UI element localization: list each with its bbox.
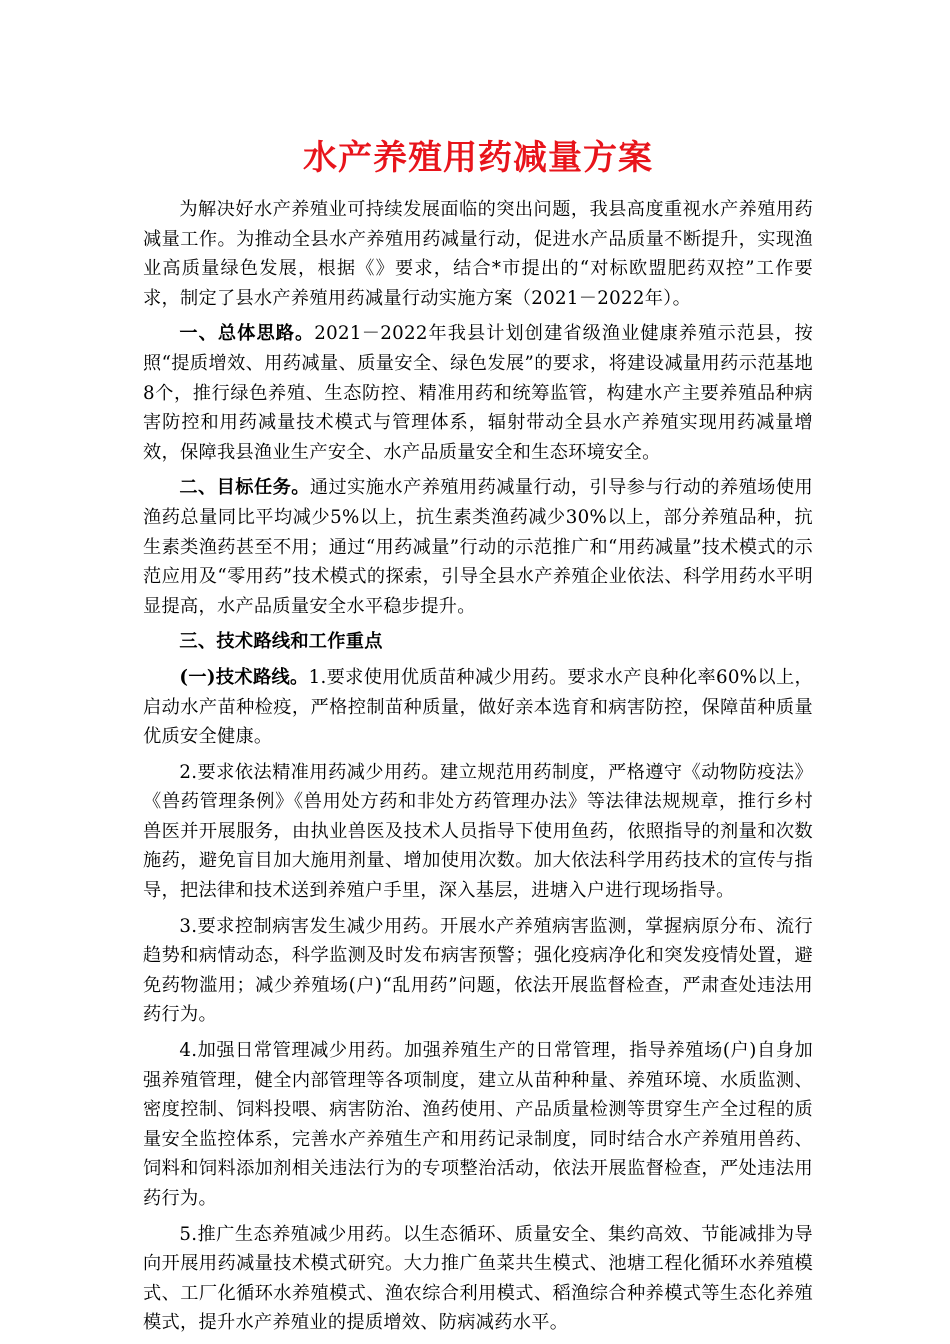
section-1-paragraph	[143, 319, 813, 467]
intro-paragraph: 为解决好水产养殖业可持续发展面临的突出问题，我县高度重视水产养殖用药减量工作。为推动全县水产养殖用药减量行动，促进水产品质量不断提升，实现渔业高质量绿色发展，根据《》要求，结合*市提出的“对标欧盟肥药双控”工作要求，制定了县水产养殖用药减量行动实施方案（2021－2022年）。	[143, 199, 813, 309]
section-2-text: 通过实施水产养殖用药减量行动，引导参与行动的养殖场使用渔药总量同比平均减少5%以上，抗生素类渔药减少30%以上，部分养殖品种，抗生素类渔药甚至不用；通过“用药减量”行动的示范推广和“用药减量”技术模式的示范应用及“零用药”技术模式的探索，引导全县水产养殖企业依法、科学用药水平明显提高，水产品质量安全水平稳步提升。	[143, 477, 813, 617]
item-1-text: 1.要求使用优质苗种减少用药。要求水产良种化率60%以上，启动水产苗种检疫，严格控制苗种质量，做好亲本选育和病害防控，保障苗种质量优质安全健康。	[143, 666, 813, 748]
subsection-1-heading: (一)技术路线。	[179, 666, 309, 688]
section-2-heading: 二、目标任务。	[179, 477, 310, 499]
section-1-text: 2021－2022年我县计划创建省级渔业健康养殖示范县，按照“提质增效、用药减量、质量安全、绿色发展”的要求，将建设减量用药示范基地8个，推行绿色养殖、生态防控、精准用药和统筹监管，构建水产主要养殖品种病害防控和用药减量技术模式与管理体系，辐射带动全县水产养殖实现用药减量增效，保障我县渔业生产安全、水产品质量安全和生态环境安全。	[143, 323, 813, 463]
item-3-paragraph: 3.要求控制病害发生减少用药。开展水产养殖病害监测，掌握病原分布、流行趋势和病情动态，科学监测及时发布病害预警；强化疫病净化和突发疫情处置，避免药物滥用；减少养殖场(户)“乱用药”问题，依法开展监督检查，严肃查处违法用药行为。	[143, 915, 813, 1026]
section-3-heading: 三、技术路线和工作重点	[179, 631, 383, 653]
section-2-paragraph	[143, 473, 813, 621]
document-page	[143, 135, 813, 1344]
section-1-heading: 一、总体思路。	[179, 323, 315, 345]
item-2-paragraph: 2.要求依法精准用药减少用药。建立规范用药制度，严格遵守《动物防疫法》《兽药管理条例》《兽用处方药和非处方药管理办法》等法律法规规章，推行乡村兽医并开展服务，由执业兽医及技术人员指导下使用鱼药，依照指导的剂量和次数施药，避免盲目加大施用剂量、增加使用次数。加大依法科学用药技术的宣传与指导，把法律和技术送到养殖户手里，深入基层，进塘入户进行现场指导。	[143, 761, 813, 902]
subsection-1-paragraph	[143, 663, 813, 752]
document-title: 水产养殖用药减量方案	[303, 138, 653, 178]
item-5-paragraph: 5.推广生态养殖减少用药。以生态循环、质量安全、集约高效、节能减排为导向开展用药减量技术模式研究。大力推广鱼菜共生模式、池塘工程化循环水养殖模式、工厂化循环水养殖模式、渔农综合利用模式、稻渔综合种养模式等生态化养殖模式，提升水产养殖业的提质增效、防病减药水平。	[143, 1223, 813, 1334]
item-4-paragraph: 4.加强日常管理减少用药。加强养殖生产的日常管理，指导养殖场(户)自身加强养殖管理，健全内部管理等各项制度，建立从苗种种量、养殖环境、水质监测、密度控制、饲料投喂、病害防治、渔药使用、产品质量检测等贯穿生产全过程的质量安全监控体系，完善水产养殖生产和用药记录制度，同时结合水产养殖用兽药、饲料和饲料添加剂相关违法行为的专项整治活动，依法开展监督检查，严处违法用药行为。	[143, 1040, 813, 1209]
